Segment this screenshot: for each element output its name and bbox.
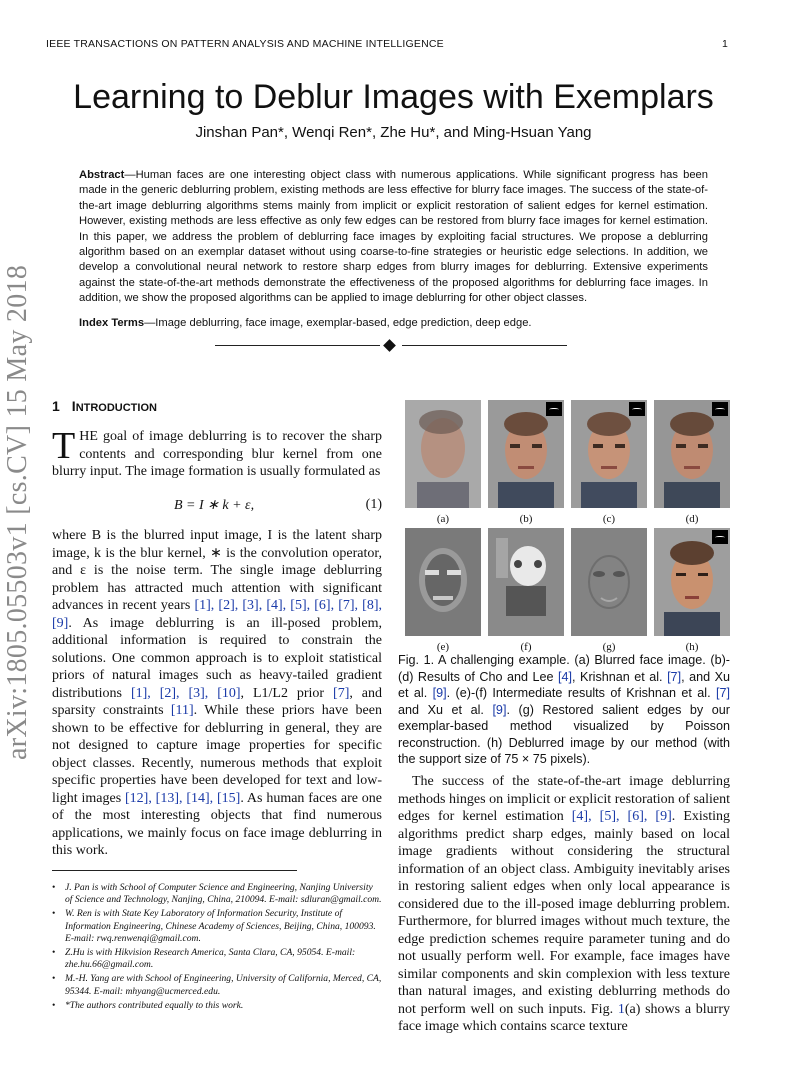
equation-number: (1) xyxy=(365,497,382,512)
citation-link[interactable]: [1], [2], [3], [10] xyxy=(130,685,241,701)
caption-text: . (g) Restored salient edges by our exemplar-based method visualized by Poisson reconstruction. (h) Deblurred image by our method (with the support size of 75 × 75 pixels). xyxy=(398,702,730,766)
equation-expression: B = I ∗ k + ε, xyxy=(174,498,255,513)
footnote-item: • *The authors contributed equally to this work. xyxy=(52,1000,382,1012)
panel-label: (e) xyxy=(436,641,450,653)
citation-link[interactable]: [1], [2], [3], [4], [5], [6], [7], [8], [9] xyxy=(52,598,382,631)
figure-panel-h xyxy=(654,528,730,656)
footnote-item: • W. Ren is with State Key Laboratory of Information Security, Institute of Information Engineering, Chinese Academy of Sciences, Beijing, China, 100093. E-mail: rwq.renwenqi@gmail.com. xyxy=(52,908,382,945)
citation-link[interactable]: [12], [13], [14], [15] xyxy=(125,790,241,806)
abstract xyxy=(79,168,708,307)
abstract-label: Abstract xyxy=(79,169,125,181)
citation-link[interactable]: [7] xyxy=(715,686,730,700)
figure-panel-g xyxy=(571,528,647,656)
author-list: Jinshan Pan*, Wenqi Ren*, Zhe Hu*, and Ming-Hsuan Yang xyxy=(195,124,592,141)
figure-ref-link[interactable]: 1 xyxy=(617,1001,625,1017)
index-terms-text: —Image deblurring, face image, exemplar-based, edge prediction, deep edge. xyxy=(144,317,532,329)
xu-result-image xyxy=(654,400,730,508)
body-text: (a) shows a blurry face image which contains scarce texture xyxy=(398,1001,730,1034)
footnote-rule xyxy=(52,870,297,871)
index-terms xyxy=(79,316,708,331)
krishnan-result-image xyxy=(571,400,647,508)
panel-label: (a) xyxy=(436,513,450,525)
deblurred-result-image xyxy=(654,528,730,636)
body-text: where B is the blurred input image, I is the latent sharp image, k is the blur kernel, ∗ is the convolution operator, and ε is the noise term. The single image deblurring problem has attracted much attention with significant advances in recent years xyxy=(52,528,382,613)
caption-label: Fig. 1. xyxy=(398,653,435,667)
page-number: 1 xyxy=(722,38,728,50)
body-text: . Existing algorithms predict sharp edges, mainly based on local image gradients without considering the structural information of an object class. Ambiguity inevitably arises in restoring salient edges when only local appearance is considered due to the ill-posed image deblurring problem. Furthermore, for blurred images without much texture, the edge prediction schemes require parameter tuning and do not usually perform well. For example, face images have similar components and skin complexion with less texture than natural images, and existing deblurring methods do not perform well on such inputs. Fig. xyxy=(398,809,730,1017)
running-header: IEEE TRANSACTIONS ON PATTERN ANALYSIS AND MACHINE INTELLIGENCE xyxy=(46,38,444,50)
citation-link[interactable]: [7] xyxy=(333,685,350,701)
panel-label: (d) xyxy=(685,513,699,525)
abstract-text: —Human faces are one interesting object class with numerous applications. While significant progress has been made in the generic deblurring problem, existing methods are less effective for blurry face images. The success of the state-of-the-art image deblurring algorithms stems mainly from implicit or explicit restoration of salient edges for kernel estimation. However, existing methods are less effective as only few edges can be restored from blurry face images for kernel estimation. In this paper, we address the problem of deblurring face images by exploiting facial structures. We propose a deblurring algorithm based on an exemplar dataset without using coarse-to-fine strategies or heuristic edge selections. In addition, we develop a convolutional neural network to restore sharp edges from blurry images for deblurring. Extensive experiments against the state-of-the-art methods demonstrate the effectiveness of the proposed algorithms for deblurring face images. In addition, we show the proposed algorithms can be applied to image deblurring for other object classes. xyxy=(79,169,708,305)
section-title-initial: I xyxy=(71,398,76,414)
citation-link[interactable]: [4], [5], [6], [9] xyxy=(571,809,672,824)
blur-kernel-icon xyxy=(712,402,728,416)
panel-label: (g) xyxy=(602,641,616,653)
body-text: . While these priors have been shown to be effective for deblurring in general, they are not designed to capture image properties for specific object classes. Recently, numerous methods that exploit specific properties have been developed for text and low-light images xyxy=(52,703,382,806)
diamond-icon xyxy=(383,339,396,352)
body-text: The success of the state-of-the-art image deblurring methods hinges on implicit or explicit restoration of salient edges for kernel estimation xyxy=(398,774,730,824)
intro-first-word: HE xyxy=(79,429,98,444)
blur-kernel-icon xyxy=(712,530,728,544)
paper-title: Learning to Deblur Images with Exemplars xyxy=(73,78,714,116)
body-text: . As image deblurring is an ill-posed problem, additional information is required to constrain the solutions. One common approach is to exploit statistical priors of natural images such as heavy-tailed gradient distributions xyxy=(52,615,382,701)
cho-lee-result-image xyxy=(488,400,564,508)
caption-text: , Krishnan et al. xyxy=(572,669,668,684)
figure-caption xyxy=(398,652,730,768)
citation-link[interactable]: [11] xyxy=(170,703,194,718)
caption-text: , and Xu et al. xyxy=(398,669,730,700)
section-number: 1 xyxy=(52,398,60,414)
panel-label: (h) xyxy=(685,641,699,653)
separator-line-left xyxy=(215,345,380,346)
caption-text: A challenging example. (a) Blurred face image. (b)-(d) Results of Cho and Lee xyxy=(398,653,730,684)
xu-intermediate-image xyxy=(488,528,564,636)
figure-panel-c xyxy=(571,400,647,528)
caption-text: . (e)-(f) Intermediate results of Krishnan et al. xyxy=(446,686,716,700)
separator-line-right xyxy=(402,345,567,346)
figure-panel-e xyxy=(405,528,481,656)
citation-link[interactable]: [9] xyxy=(492,702,507,717)
figure-panel-d xyxy=(654,400,730,528)
panel-label: (b) xyxy=(519,513,533,525)
body-right-column xyxy=(398,773,730,1036)
section-heading xyxy=(52,398,157,414)
panel-label: (c) xyxy=(602,513,616,525)
footnote-item: • J. Pan is with School of Computer Science and Engineering, Nanjing University of Science and Technology, Nanjing, China, 210094. E-mail: sdluran@gmail.com. xyxy=(52,882,382,906)
footnote-item: • M.-H. Yang are with School of Engineering, University of California, Merced, CA, 95344. E-mail: mhyang@ucmerced.edu. xyxy=(52,973,382,997)
index-terms-label: Index Terms xyxy=(79,317,145,329)
citation-link[interactable]: [7] xyxy=(667,669,682,684)
citation-link[interactable]: [9] xyxy=(432,686,447,700)
figure-panel-a xyxy=(405,400,481,528)
figure-panel-b xyxy=(488,400,564,528)
krishnan-intermediate-image xyxy=(405,528,481,636)
blur-kernel-icon xyxy=(629,402,645,416)
arxiv-stamp[interactable]: arXiv:1805.05503v1 [cs.CV] 15 May 2018 xyxy=(2,264,33,760)
body-text: . As human faces are one of the most interesting objects that find numerous applications, we mainly focus on face image deblurring in this work. xyxy=(52,790,383,858)
footnotes xyxy=(52,882,382,1014)
figure-panel-f xyxy=(488,528,564,656)
section-title-rest: NTRODUCTION xyxy=(75,402,157,414)
blur-kernel-icon xyxy=(546,402,562,416)
body-text: , L1/L2 prior xyxy=(240,685,334,701)
body-left-column xyxy=(52,527,382,860)
figure-1 xyxy=(405,400,730,653)
footnote-item: • Z.Hu is with Hikvision Research America, Santa Clara, CA, 95054. E-mail: zhe.hu.66@gmail.com. xyxy=(52,947,382,971)
intro-text: goal of image deblurring is to recover the sharp contents and corresponding blur kernel from one blurry input. The image formation is usually formulated as xyxy=(52,429,382,479)
panel-label: (f) xyxy=(520,641,532,653)
intro-paragraph xyxy=(52,425,382,481)
blurred-face-image xyxy=(405,400,481,508)
caption-text: and Xu et al. xyxy=(398,702,493,717)
drop-cap: T xyxy=(52,425,76,467)
restored-salient-edges-image xyxy=(571,528,647,636)
section-separator xyxy=(215,339,567,353)
citation-link[interactable]: [4] xyxy=(558,669,573,684)
body-text: , and sparsity constraints xyxy=(52,685,383,718)
